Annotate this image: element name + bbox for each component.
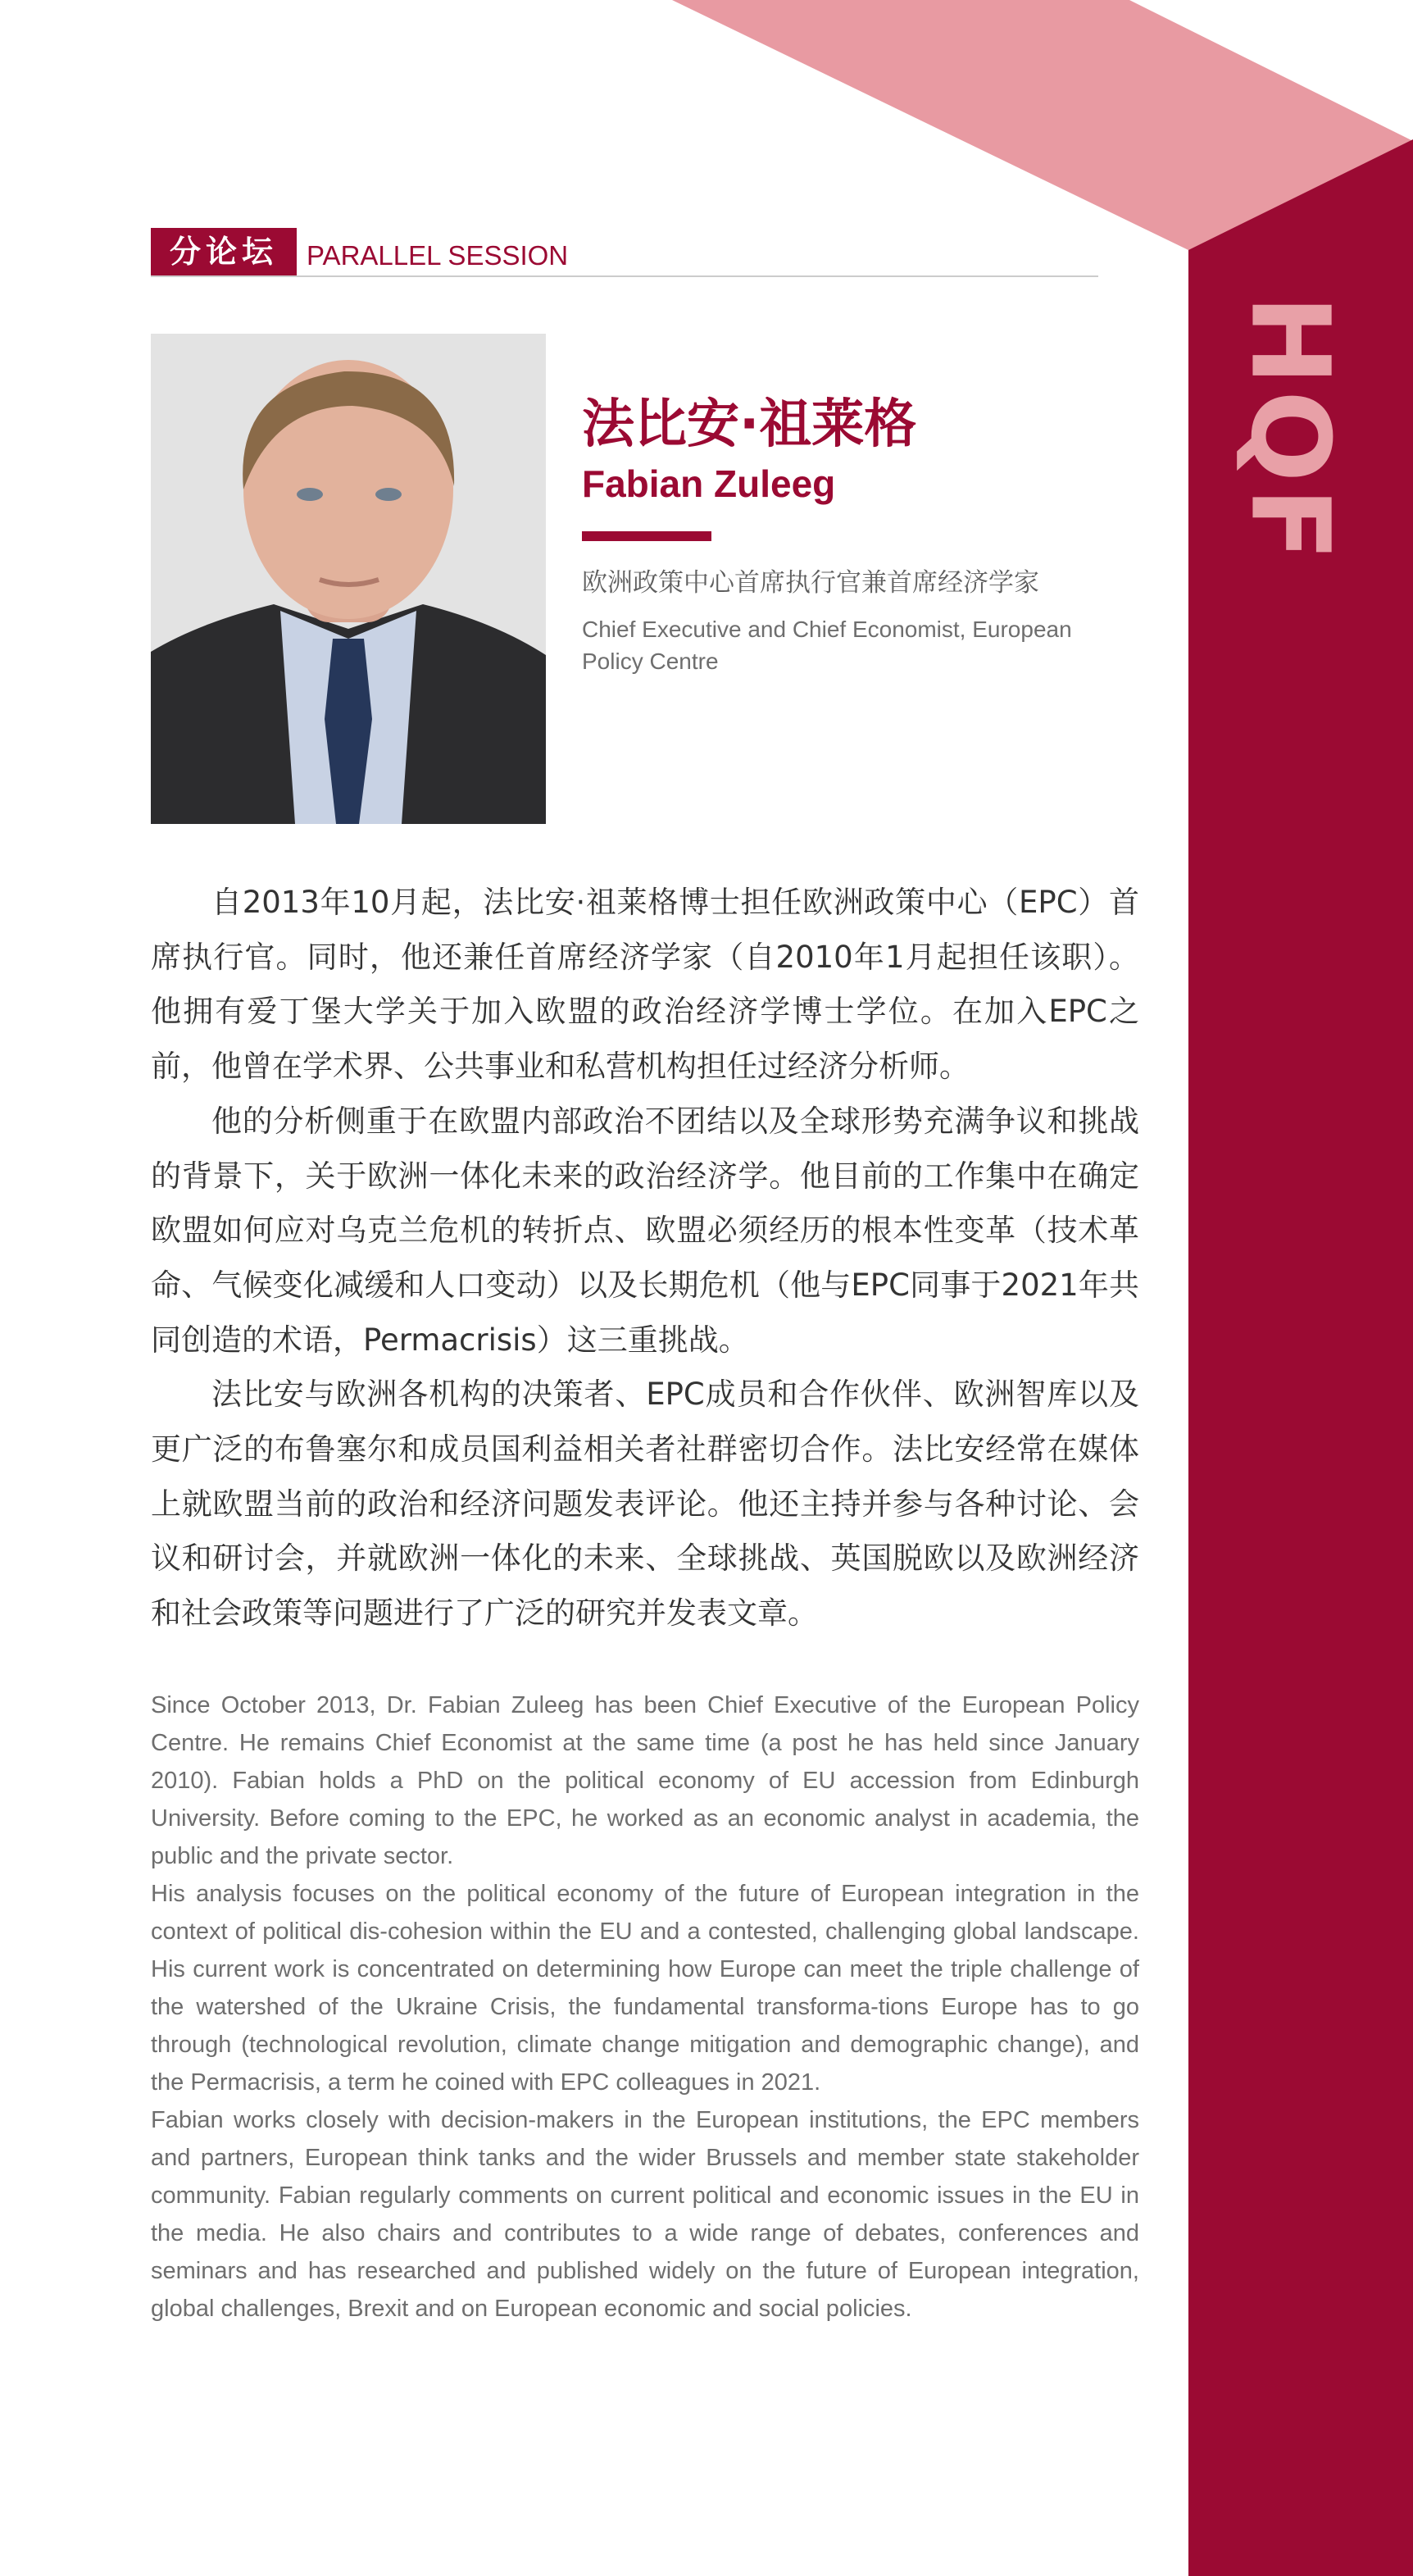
left-eye <box>297 488 323 501</box>
speaker-title-en: Chief Executive and Chief Economist, European Policy Centre <box>582 617 1072 674</box>
hqf-logo-text: HQF <box>1226 294 1353 567</box>
name-underline-bar <box>582 531 711 541</box>
session-header <box>151 228 1098 277</box>
right-eye <box>375 488 402 501</box>
bio-en-paragraph: Since October 2013, Dr. Fabian Zuleeg has been Chief Executive of the European Policy Centre. He remains Chief Economist at the same time (a post he has held since January 2010). Fabian holds a PhD on the political economy of EU accession from Edinburgh University. Before coming to the EPC, he worked as an economic analyst in academia, the public and the private sector. <box>151 1692 1139 1869</box>
portrait-photo-icon <box>151 334 546 824</box>
bio-cn-paragraph: 他的分析侧重于在欧盟内部政治不团结以及全球形势充满争议和挑战的背景下，关于欧洲一体化未来的政治经济学。他目前的工作集中在确定欧盟如何应对乌克兰危机的转折点、欧盟必须经历的根本性变革（技术革命、气候变化减缓和人口变动）以及长期危机（他与EPC同事于2021年共同创造的术语，Permacrisis）这三重挑战。 <box>151 1103 1139 1358</box>
session-label-en: PARALLEL SESSION <box>307 240 569 271</box>
biography-en <box>151 1686 1139 2328</box>
hqf-logo <box>1226 294 1353 567</box>
bio-en-paragraph: Fabian works closely with decision-makers in the European institutions, the EPC members and partners, European think tanks and the wider Brussels and member state stakeholder community. Fabian regularly comments on current political and economic issues in the EU in the media. He also chairs and contributes to a wide range of debates, conferences and seminars and has researched and published widely on the future of European integration, global challenges, Brexit and on European economic and social policies. <box>151 2107 1139 2322</box>
bio-cn-paragraph: 法比安与欧洲各机构的决策者、EPC成员和合作伙伴、欧洲智库以及更广泛的布鲁塞尔和成员国利益相关者社群密切合作。法比安经常在媒体上就欧盟当前的政治和经济问题发表评论。他还主持并参与各种讨论、会议和研讨会，并就欧洲一体化的未来、全球挑战、英国脱欧以及欧洲经济和社会政策等问题进行了广泛的研究并发表文章。 <box>151 1377 1139 1632</box>
session-label-cn: 分论坛 <box>151 228 297 275</box>
speaker-title-cn: 欧洲政策中心首席执行官兼首席经济学家 <box>582 568 1039 598</box>
bio-cn-paragraph: 自2013年10月起，法比安·祖莱格博士担任欧洲政策中心（EPC）首席执行官。同时，他还兼任首席经济学家（自2010年1月起担任该职）。他拥有爱丁堡大学关于加入欧盟的政治经济学博士学位。在加入EPC之前，他曾在学术界、公共事业和私营机构担任过经济分析师。 <box>151 885 1139 1085</box>
bio-en-paragraph: His analysis focuses on the political economy of the future of European integration in the context of political dis-cohesion within the EU and a contested, challenging global landscape. His current work is concentrated on determining how Europe can meet the triple challenge of the watershed of the Ukraine Crisis, the fundamental transforma-tions Europe has to go through (technological revolution, climate change mitigation and demographic change), and the Permacrisis, a term he coined with EPC colleagues in 2021. <box>151 1881 1139 2096</box>
biography-cn <box>151 876 1139 1641</box>
speaker-name-cn: 法比安·祖莱格 <box>582 394 917 455</box>
speaker-name-en: Fabian Zuleeg <box>582 462 836 505</box>
speaker-photo <box>151 334 546 824</box>
